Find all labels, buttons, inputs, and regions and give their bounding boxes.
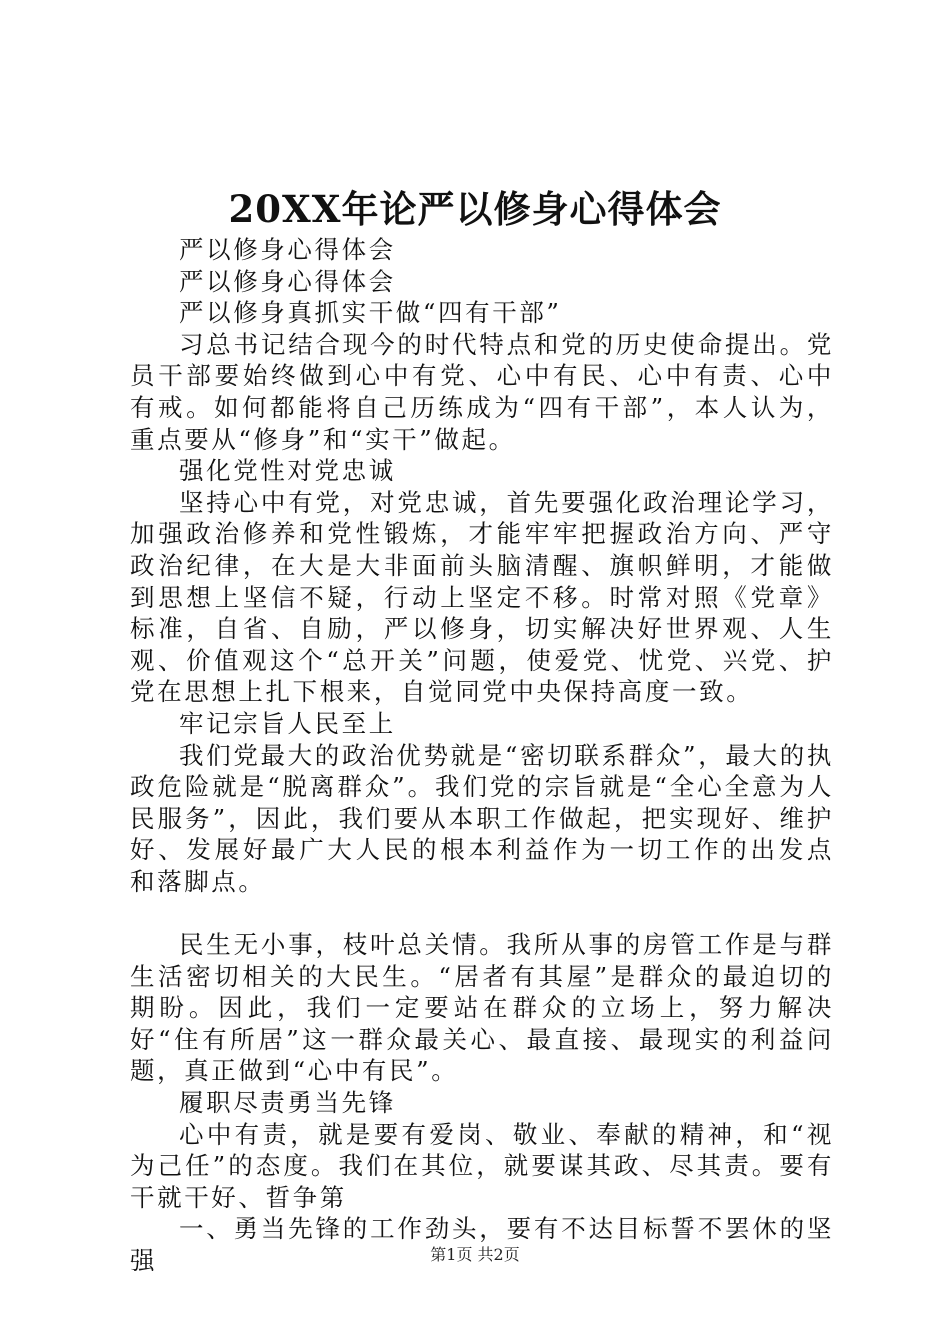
body-paragraph: 民生无小事，枝叶总关情。我所从事的房管工作是与群生活密切相关的大民生。“居者有其屋”是群众的最迫切的期盼。因此，我们一定要站在群众的立场上，努力解决好“住有所居”这一群众最关心、最直接、最现实的利益问题，真正做到“心中有民”。	[130, 930, 834, 1086]
document-body	[130, 234, 834, 1277]
body-paragraph: 我们党最大的政治优势就是“密切联系群众”，最大的执政危险就是“脱离群众”。我们党的宗旨就是“全心全意为人民服务”，因此，我们要从本职工作做起，把实现好、维护好、发展好最广大人民的根本利益作为一切工作的出发点和落脚点。	[130, 740, 834, 896]
page-number-footer: 第1页 共2页	[430, 1245, 520, 1264]
document-title: 20XX年论严以修身心得体会	[228, 187, 722, 231]
subtitle-line: 严以修身心得体会	[179, 266, 396, 296]
body-paragraph: 一、勇当先锋的工作劲头，要有不达目标誓不罢休的坚强	[130, 1214, 834, 1275]
section-heading: 牢记宗旨人民至上	[179, 708, 396, 738]
subtitle-line: 严以修身心得体会	[179, 235, 396, 264]
section-heading: 强化党性对党忠诚	[179, 456, 396, 486]
body-paragraph: 心中有责，就是要有爱岗、敬业、奉献的精神，和“视为己任”的态度。我们在其位，就要谋其政、尽其责。要有干就干好、晢争第	[130, 1119, 834, 1212]
body-paragraph: 坚持心中有党，对党忠诚，首先要强化政治理论学习，加强政治修养和党性锻炼，才能牢牢把握政治方向、严守政治纪律，在大是大非面前头脑清醒、旗帜鲜明，才能做到思想上坚信不疑，行动上坚定不移。时常对照《党章》标准，自省、自励，严以修身，切实解决好世界观、人生观、价值观这个“总开关”问题，使爱党、忧党、兴党、护党在思想上扎下根来，自觉同党中央保持高度一致。	[130, 487, 834, 707]
section-heading: 履职尽责勇当先锋	[179, 1088, 396, 1118]
body-paragraph: 习总书记结合现今的时代特点和党的历史使命提出。党员干部要始终做到心中有党、心中有民、心中有责、心中有戒。如何都能将自己历练成为“四有干部”，本人认为，重点要从“修身”和“实干”做起。	[130, 329, 834, 454]
subtitle-line: 严以修身真抓实干做“四有干部”	[179, 298, 562, 328]
